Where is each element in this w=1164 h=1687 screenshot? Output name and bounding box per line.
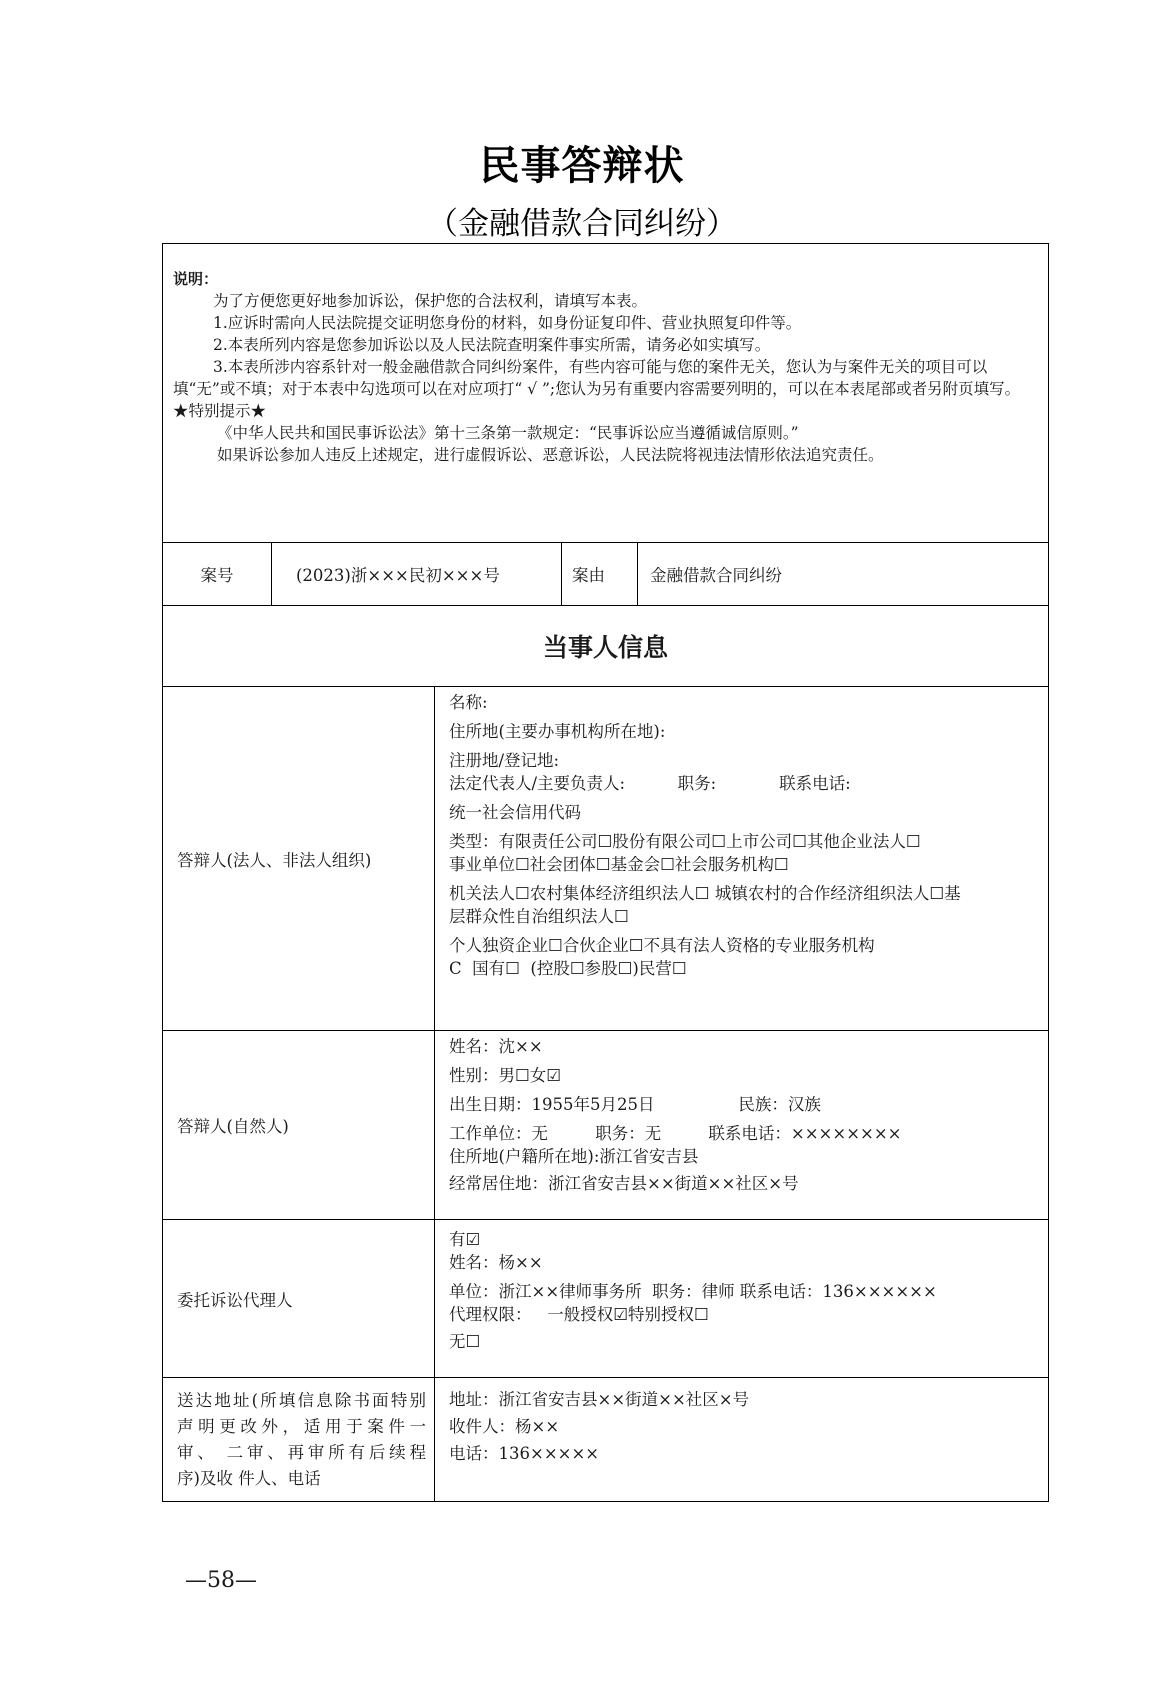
party-info-title: 当事人信息 bbox=[542, 633, 668, 662]
special-notice-heading: ★特别提示★ bbox=[173, 402, 267, 420]
entity-type-checkboxes[interactable]: 类型：有限责任公司☐股份有限公司☐上市公司☐其他企业法人☐ bbox=[449, 832, 921, 851]
entity-representative-field[interactable]: 法定代表人/主要负责人: 职务: 联系电话: bbox=[449, 774, 851, 793]
ownership-checkboxes[interactable]: C 国有☐ (控股☐参股☐)民营☐ bbox=[449, 959, 687, 978]
agent-has-checkbox[interactable]: 有☑ bbox=[449, 1230, 481, 1249]
agent-unit-contact-field[interactable]: 单位：浙江××律师事务所 职务：律师 联系电话：136×××××× bbox=[449, 1282, 937, 1301]
entity-type-checkboxes[interactable]: 机关法人☐农村集体经济组织法人☐ 城镇农村的合作经济组织法人☐基 bbox=[449, 884, 961, 903]
instructions-line: 3.本表所涉内容系针对一般金融借款合同纠纷案件，有些内容可能与您的案件无关，您认为与案件无关的项目可以填“无”或不填；对于本表中勾选项可以在对应项打“ √ ”;您认为另有重要内容需要列明的，可以在本表尾部或者另附页填写。 bbox=[173, 358, 1021, 398]
special-notice-line: 《中华人民共和国民事诉讼法》第十三条第一款规定：“民事诉讼应当遵循诚信原则。” bbox=[217, 424, 799, 442]
instructions-section bbox=[163, 244, 1048, 542]
person-work-contact-field[interactable]: 工作单位：无 职务：无 联系电话：×××××××× bbox=[449, 1124, 902, 1143]
instructions-line: 为了方便您更好地参加诉讼，保护您的合法权利，请填写本表。 bbox=[213, 292, 648, 310]
service-label-line: 序)及收 件人、电话 bbox=[177, 1469, 321, 1488]
natural-person-fields bbox=[434, 1031, 1048, 1219]
service-address-field[interactable]: 地址：浙江省安吉县××街道××社区×号 bbox=[449, 1390, 750, 1409]
litigation-agent-row bbox=[163, 1219, 1048, 1377]
agent-none-checkbox[interactable]: 无☐ bbox=[449, 1332, 481, 1351]
document-subtitle: （金融借款合同纠纷） bbox=[427, 206, 737, 242]
litigation-agent-fields bbox=[434, 1220, 1048, 1377]
entity-name-field[interactable]: 名称: bbox=[449, 693, 488, 712]
natural-person-label: 答辩人(自然人) bbox=[177, 1117, 289, 1136]
entity-type-checkboxes[interactable]: 个人独资企业☐合伙企业☐不具有法人资格的专业服务机构 bbox=[449, 936, 875, 955]
person-birth-ethnicity-field[interactable]: 出生日期：1955年5月25日 民族：汉族 bbox=[449, 1095, 821, 1114]
case-cause-label: 案由 bbox=[561, 543, 637, 605]
service-label-line: 送达地址(所填信息除书面特别 bbox=[177, 1391, 426, 1410]
service-label-line: 声明更改外，适用于案件一 bbox=[177, 1417, 426, 1436]
entity-domicile-field[interactable]: 住所地(主要办事机构所在地): bbox=[449, 722, 666, 741]
case-number-label: 案号 bbox=[200, 566, 234, 585]
entity-type-checkboxes[interactable]: 事业单位☐社会团体☐基金会☐社会服务机构☐ bbox=[449, 855, 789, 874]
case-cause-value[interactable]: 金融借款合同纠纷 bbox=[637, 543, 1048, 605]
instructions-line: 2.本表所列内容是您参加诉讼以及人民法院查明案件事实所需，请务必如实填写。 bbox=[213, 336, 771, 354]
litigation-agent-label: 委托诉讼代理人 bbox=[177, 1290, 293, 1310]
instructions-heading: 说明： bbox=[173, 270, 219, 288]
instructions-line: 1.应诉时需向人民法院提交证明您身份的材料，如身份证复印件、营业执照复印件等。 bbox=[213, 314, 802, 332]
service-label-line: 审、 二审、再审所有后续程 bbox=[177, 1443, 426, 1462]
person-name-field[interactable]: 姓名：沈×× bbox=[449, 1037, 543, 1056]
document-title: 民事答辩状 bbox=[479, 143, 685, 189]
agent-name-field[interactable]: 姓名：杨×× bbox=[449, 1253, 543, 1272]
person-domicile-field[interactable]: 住所地(户籍所在地):浙江省安吉县 bbox=[449, 1147, 699, 1166]
entity-credit-code-field[interactable]: 统一社会信用代码 bbox=[449, 803, 581, 822]
party-info-header-row bbox=[163, 605, 1048, 686]
service-address-label bbox=[163, 1378, 434, 1501]
service-address-row bbox=[163, 1377, 1048, 1501]
entity-registered-field[interactable]: 注册地/登记地: bbox=[449, 751, 560, 770]
natural-person-row bbox=[163, 1030, 1048, 1219]
defense-form-table bbox=[162, 243, 1049, 1502]
person-residence-field[interactable]: 经常居住地：浙江省安吉县××街道××社区×号 bbox=[449, 1174, 799, 1193]
case-number-value[interactable]: (2023)浙×××民初×××号 bbox=[271, 543, 561, 605]
case-info-row bbox=[163, 542, 1048, 605]
special-notice-line: 如果诉讼参加人违反上述规定，进行虚假诉讼、恶意诉讼，人民法院将视违法情形依法追究责任。 bbox=[217, 446, 884, 464]
legal-entity-fields bbox=[434, 687, 1048, 1030]
entity-type-checkboxes[interactable]: 层群众性自治组织法人☐ bbox=[449, 907, 629, 926]
person-gender-checkboxes[interactable]: 性别：男☐女☑ bbox=[449, 1066, 562, 1085]
page-number: —58— bbox=[185, 1568, 257, 1593]
service-recipient-field[interactable]: 收件人：杨×× bbox=[449, 1417, 560, 1436]
legal-entity-row bbox=[163, 686, 1048, 1030]
agent-authority-checkboxes[interactable]: 代理权限： 一般授权☑特别授权☐ bbox=[449, 1305, 709, 1324]
service-phone-field[interactable]: 电话：136××××× bbox=[449, 1444, 600, 1463]
service-address-fields bbox=[434, 1378, 1048, 1501]
legal-entity-label: 答辩人(法人、非法人组织) bbox=[177, 850, 372, 870]
